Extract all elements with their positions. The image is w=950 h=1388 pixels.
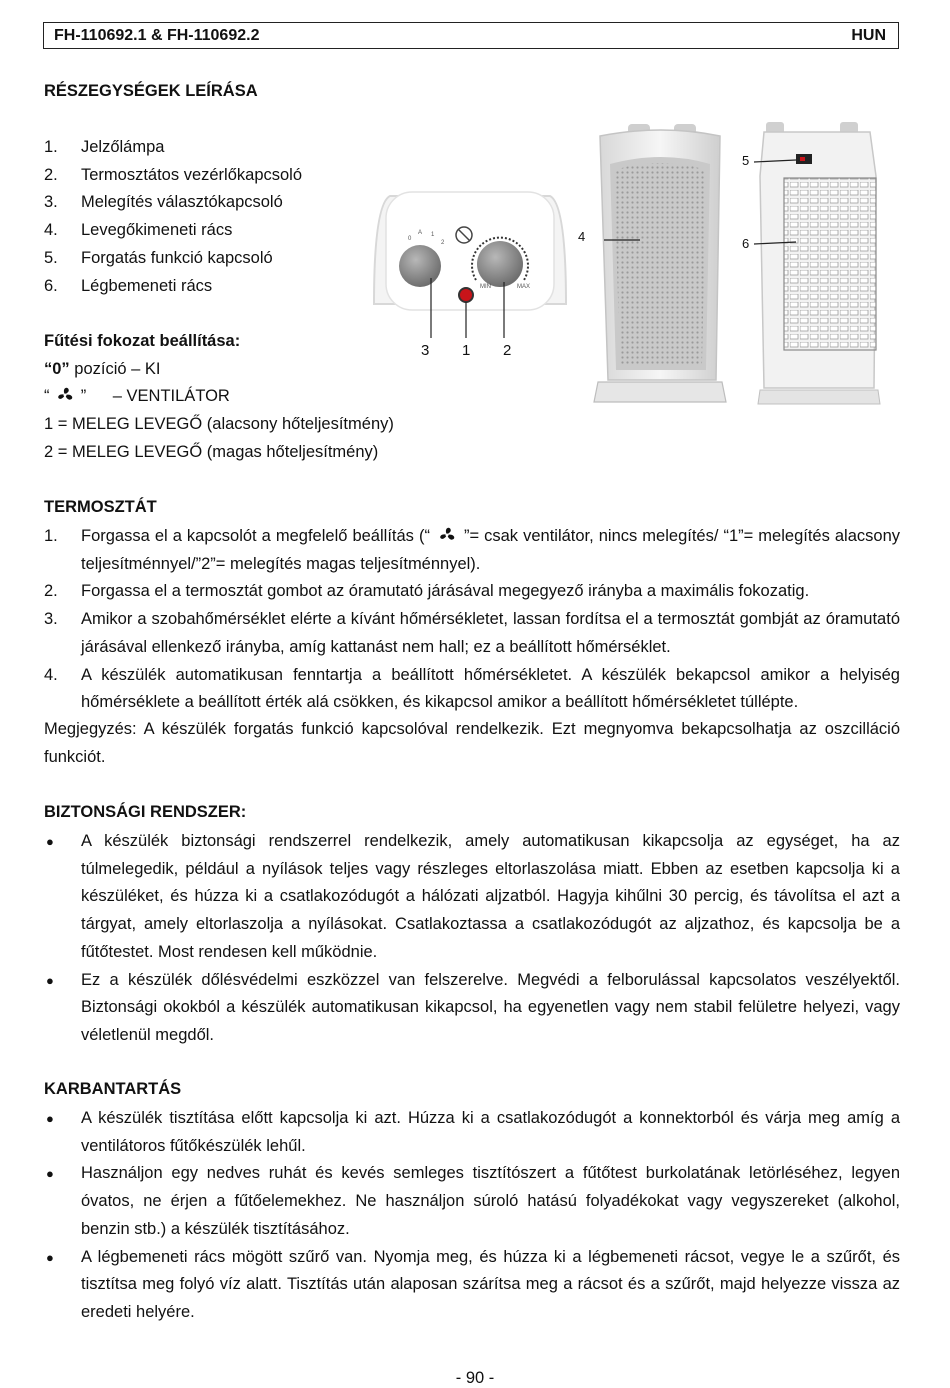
language-code: HUN [851,26,886,44]
maintenance-list-item: ● Használjon egy nedves ruhát és kevés semleges tisztítószert a fűtőtest burkolatának letörléséhez, legyen óvatos, ne érjen a fűtőelemekhez. Ne használjon súroló hatású folyadékokat vagy vegyszereket (alkohol, benzin stb.) a készülék tisztításához. [44,1160,900,1243]
maintenance-list-item: ● A készülék tisztítása előtt kapcsolja ki azt. Húzza ki a csatlakozódugót a konnektorból és várja meg amíg a ventilátoros fűtőkészülék lehűl. [44,1105,900,1160]
air-inlet-grille [784,178,876,350]
callout-label-1: 1 [462,342,471,359]
bullet-icon: ● [46,1249,54,1265]
control-panel-illustration [370,188,570,368]
maintenance-list-item: ● A légbemeneti rács mögött szűrő van. Nyomja meg, és húzza ki a légbemeneti rácsot, vegye le a szűrőt, és tisztítsa meg folyó víz alatt. Tisztítás után alaposan szárítsa meg a rácsot és a szűrőt, majd helyezze vissza az eredeti helyére. [44,1244,900,1327]
svg-text:0: 0 [408,236,412,242]
parts-title: RÉSZEGYSÉGEK LEÍRÁSA [44,82,258,100]
svg-text:2: 2 [441,240,445,246]
parts-list-item: 2. Termosztátos vezérlőkapcsoló [44,165,303,184]
svg-text:1: 1 [431,232,435,238]
callout-label-6: 6 [742,236,750,251]
maintenance-title: KARBANTARTÁS [44,1080,182,1098]
callout-label-4: 4 [578,229,586,244]
safety-list [44,828,900,1050]
callout-label-5: 5 [742,153,750,168]
heating-title: Fűtési fokozat beállítása: [44,332,241,350]
svg-text:A: A [418,230,423,236]
parts-list-item: 4. Levegőkimeneti rács [44,221,233,240]
parts-list-item: 1. Jelzőlámpa [44,138,165,156]
mode-knob [399,245,441,287]
parts-list [44,134,364,300]
fan-icon [54,385,76,405]
heating-line-fan: “ ” – VENTILÁTOR [44,387,230,406]
parts-list-item: 6. Légbemeneti rács [44,276,213,295]
bullet-icon: ● [46,972,54,988]
model-number: FH-110692.1 & FH-110692.2 [54,26,260,44]
thermostat-list-item: 2. Forgassa el a termosztát gombot az óramutató járásával megegyező irányba a maximális fokozatig. [44,582,810,601]
callout-label-2: 2 [503,342,512,359]
callout-label-3: 3 [421,342,430,359]
dial-max-label: MAX [517,284,531,290]
air-outlet-grille [614,163,706,364]
fan-icon [436,525,458,545]
safety-list-item: ● A készülék biztonsági rendszerrel rendelkezik, amely automatikusan kikapcsolja az egységet, ha az túlmelegedik, például a nyílások teljes vagy részleges eltorlaszolása miatt. Ebben az esetben kapcsolja ki a készüléket, és húzza ki a csatlakozódugót a hálózati aljzatból. Hagyja kihűlni 30 percig, és távolítsa el azt a tárgyat, amely eltorlaszolja a nyílásokat. Csatlakoztassa a csatlakozódugót az aljzathoz, és kapcsolja be a fűtőtestet. Most rendesen kell működnie. [44,828,900,967]
parts-list-item: 5. Forgatás funkció kapcsoló [44,248,273,267]
safety-title: BIZTONSÁGI RENDSZER: [44,803,247,821]
heater-back-illustration [740,118,890,410]
thermostat-list-item: 1. Forgassa el a kapcsolót a megfelelő beállítás (“ ”= csak ventilátor, nincs melegítés/ “1”= melegítés alacsony teljesítménnyel/”2”= melegítés magas teljesítménnyel). [44,527,900,573]
thermostat-list [44,523,900,717]
bullet-icon: ● [46,1166,54,1182]
heating-line-2: 2 = MELEG LEVEGŐ (magas hőteljesítmény) [44,442,379,461]
heater-front-illustration [570,120,735,410]
bullet-icon: ● [46,834,54,849]
thermostat-title: TERMOSZTÁT [44,498,157,516]
document-header [43,22,899,49]
page-number: - 90 - [455,1369,495,1387]
safety-list-item: ● Ez a készülék dőlésvédelmi eszközzel van felszerelve. Megvédi a felborulással kapcsolatos veszélyektől. Biztonsági okokból a készülék automatikusan kikapcsol, ha egyenetlen vagy nem stabil felületre helyezi, vagy véletlenül megdől. [44,967,900,1050]
indicator-lamp [459,288,473,302]
parts-list-item: 3. Melegítés választókapcsoló [44,193,283,212]
thermostat-knob [477,241,523,287]
bullet-icon: ● [46,1111,54,1126]
thermostat-list-item: 4. A készülék automatikusan fenntartja a beállított hőmérsékletet. A készülék bekapcsol amikor a helyiség hőmérséklete a beállított érték alá csökken, és kikapcsol amikor a beállított hőmérsékletet túllépte. [44,665,900,712]
heating-line-1: 1 = MELEG LEVEGŐ (alacsony hőteljesítmény) [44,415,394,434]
maintenance-list [44,1105,900,1327]
thermostat-list-item: 3. Amikor a szobahőmérséklet elérte a kívánt hőmérsékletet, lassan fordítsa el a termosztát gombját az óramutató járásával ellenkező irányba, amíg kattanást nem hall; ez a beállított hőmérséklet. [44,610,900,656]
thermostat-note: Megjegyzés: A készülék forgatás funkció kapcsolóval rendelkezik. Ezt megnyomva bekapcsolhatja az oszcilláció funkciót. [44,720,900,766]
heating-line-0: “0” pozíció – KI [44,359,161,378]
dial-min-label: MIN [480,284,491,290]
